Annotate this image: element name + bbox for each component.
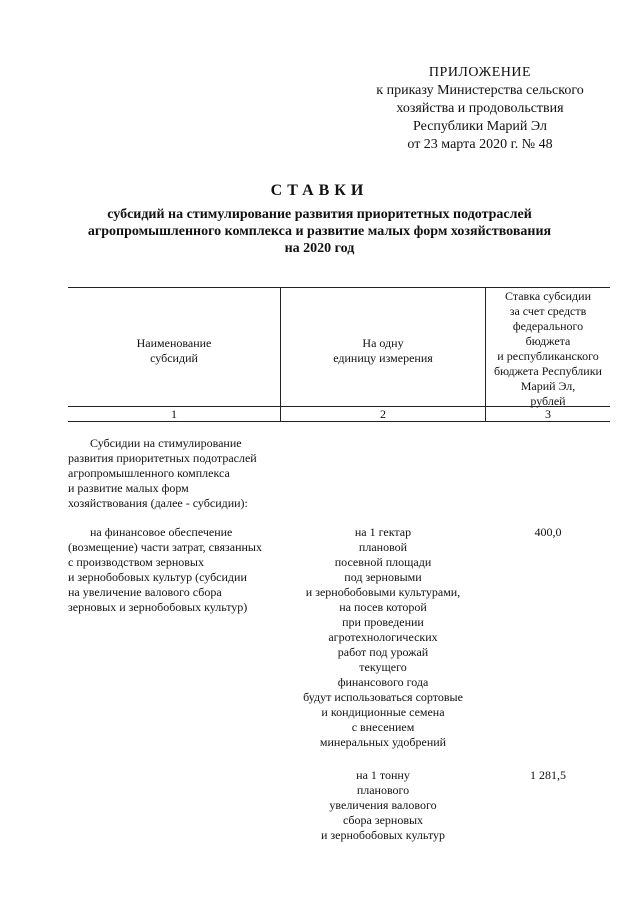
subtitle-line: на 2020 год (284, 241, 355, 256)
column-number: 3 (545, 407, 551, 421)
table-row-rate: 1 281,5 (530, 768, 566, 782)
column-number: 1 (171, 407, 177, 421)
annex-line: Республики Марий Эл (413, 119, 547, 134)
table-number-rule (68, 421, 610, 422)
subtitle-line: агропромышленного комплекса и развитие малых форм хозяйствования (87, 224, 552, 239)
subtitle-line: субсидий на стимулирование развития приоритетных подотраслей (107, 207, 532, 222)
header-name: Наименование субсидий (136, 336, 212, 365)
intro-text: Субсидии на стимулирование развития приоритетных подотраслей агропромышленного комплекса и развитие малых форм хозяйствования (далее - субсидии): (68, 436, 257, 510)
annex-title: ПРИЛОЖЕНИЕ (428, 65, 532, 80)
annex-line: хозяйства и продовольствия (396, 101, 564, 116)
table-row-rate: 400,0 (534, 525, 562, 539)
table-top-rule (68, 287, 610, 288)
header-unit: На одну единицу измерения (333, 336, 433, 365)
table-row-unit: на 1 тонну планового увеличения валового сбора зерновых и зернобобовых культур (320, 768, 446, 842)
header-rate: Ставка субсидии за счет средств федерального бюджета и республиканского бюджета Республики Марий Эл, рублей (494, 289, 602, 408)
column-number: 2 (380, 407, 386, 421)
annex-line: к приказу Министерства сельского (376, 83, 584, 98)
table-row-unit: на 1 гектар плановой посевной площади под зерновыми и зернобобовыми культурами, на посев которой при проведении агротехнологических работ под урожай текущего финансового года будут использоваться сортовые и кондиционные семена с внесением минеральных удобрений (303, 525, 463, 749)
document-title: СТАВКИ (270, 182, 369, 199)
annex-block (330, 64, 630, 154)
annex-line: от 23 марта 2020 г. № 48 (407, 137, 553, 152)
document-subtitle (0, 206, 639, 257)
table-row-name: на финансовое обеспечение (возмещение) части затрат, связанных с производством зерновых и зернобобовых культур (субсидии на увеличение валового сбора зерновых и зернобобовых культур) (68, 525, 262, 614)
